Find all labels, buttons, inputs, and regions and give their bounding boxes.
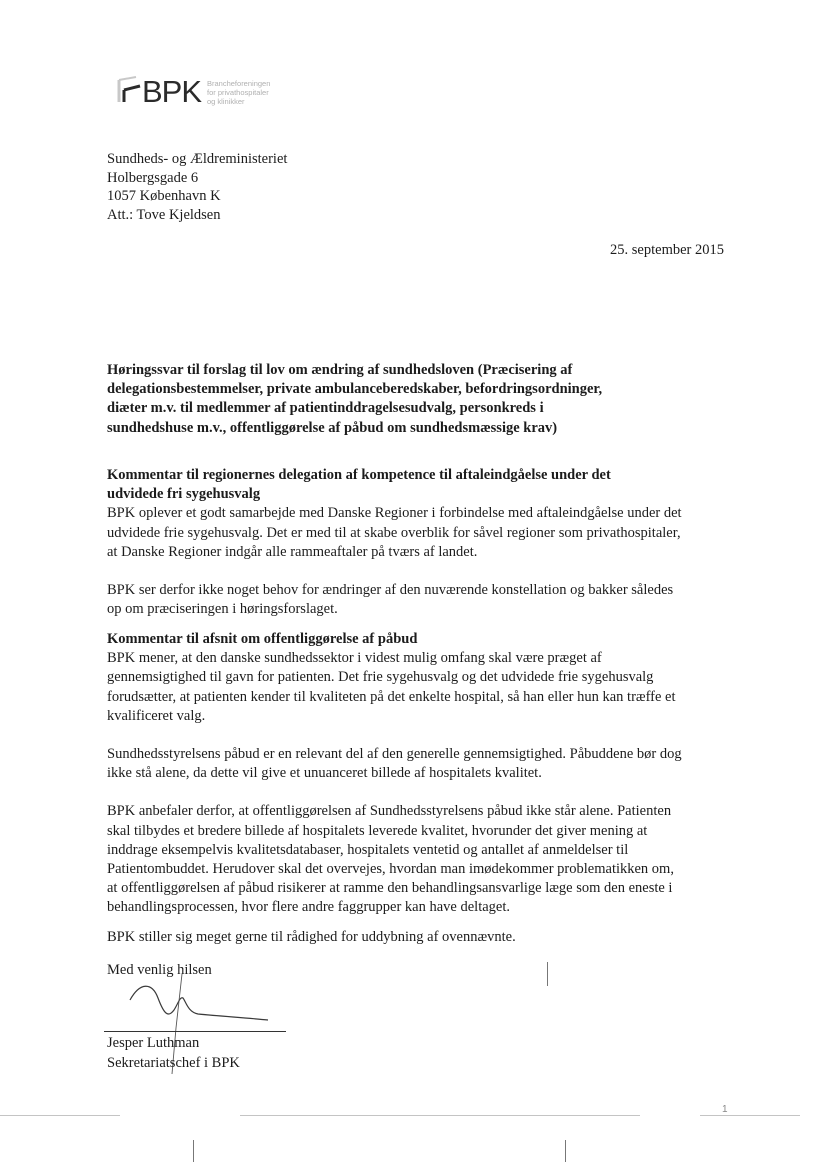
section-heading: Kommentar til regionernes delegation af kompetence til aftaleindgåelse under det udvidede fri sygehusvalg — [107, 467, 611, 503]
closing-sentence: BPK stiller sig meget gerne til rådighed for uddybning af ovennævnte. — [107, 929, 516, 945]
signer-name: Jesper Luthman — [107, 1035, 200, 1051]
paragraph: BPK anbefaler derfor, at offentliggørelsen af Sundhedsstyrelsens påbud ikke står alene. Patienten skal tilbydes et bredere billede af hospitalets leverede kvalitet, hvorunder det giver mening at inddrage eksempelvis kvalitetsdatabaser, hospitalets ventetid og antallet af anmeldelser til Patientombuddet. Herudover skal det overvejes, hvordan man imødekommer problematikken om, at offentliggørelsen af påbud risikerer at ramme den behandlingsansvarlige læge som den eneste i behandlingsprocessen, hvor flere andre faggrupper kan have deltaget. — [107, 803, 674, 916]
recipient-line: Att.: Tove Kjeldsen — [107, 207, 221, 224]
recipient-address — [107, 150, 287, 225]
logo-tagline: Brancheforeningen for privathospitaler og klinikker — [207, 79, 271, 106]
recipient-line: 1057 København K — [107, 188, 221, 205]
signer-block — [107, 1034, 240, 1073]
footer-rule — [0, 1115, 120, 1116]
section-publication — [107, 630, 727, 937]
signer-title: Sekretariatschef i BPK — [107, 1054, 240, 1071]
paragraph: BPK mener, at den danske sundhedssektor i videst mulig omfang skal være præget af gennemsigtighed til gavn for patienten. Det frie sygehusvalg og det udvidede frie sygehusvalg forudsætter, at patienten kender til kvaliteten på det enkelte hospital, så han eller hun kan træffe et kvalificeret valg. — [107, 650, 676, 724]
recipient-line: Sundheds- og Ældreministeriet — [107, 151, 288, 167]
page-number: 1 — [722, 1104, 728, 1115]
footer-rule — [240, 1115, 640, 1116]
recipient-line: Holbergsgade 6 — [107, 169, 199, 186]
letter-subject: Høringssvar til forslag til lov om ændring af sundhedsloven (Præcisering af delegationsbestemmelser, private ambulanceberedskaber, befordringsordninger, diæter m.v. til medlemmer af patientinddragelsesudvalg, personkreds i sundhedshuse m.v., offentliggørelse af påbud om sundhedsmæssige krav) — [107, 362, 603, 436]
section-heading: Kommentar til afsnit om offentliggørelse af påbud — [107, 631, 418, 647]
logo-wordmark: BPK — [142, 74, 202, 109]
signature-line — [104, 1031, 286, 1032]
scan-artifact — [193, 1140, 194, 1162]
paragraph: Sundhedsstyrelsens påbud er en relevant del af den generelle gennemsigtighed. Påbuddene bør dog ikke stå alene, da dette vil give et unuanceret billede af hospitalets kvalitet. — [107, 746, 682, 782]
paragraph: BPK ser derfor ikke noget behov for ændringer af den nuværende konstellation og bakker således op om præciseringen i høringsforslaget. — [107, 582, 674, 618]
letter-date: 25. september 2015 — [610, 242, 724, 258]
scan-artifact — [565, 1140, 566, 1162]
greeting: Med venlig hilsen — [107, 962, 212, 978]
paragraph: BPK oplever et godt samarbejde med Danske Regioner i forbindelse med aftaleindgåelse under det udvidede frie sygehusvalg. Det er med til at skabe overblik for såvel regioner som privathospitaler, at Danske Regioner indgår alle rammeaftaler på tværs af landet. — [107, 505, 682, 560]
section-delegation — [107, 466, 727, 638]
scan-artifact — [547, 962, 548, 986]
footer-rule — [700, 1115, 800, 1116]
logo-mark-icon — [116, 72, 142, 106]
bpk-logo — [116, 72, 316, 112]
